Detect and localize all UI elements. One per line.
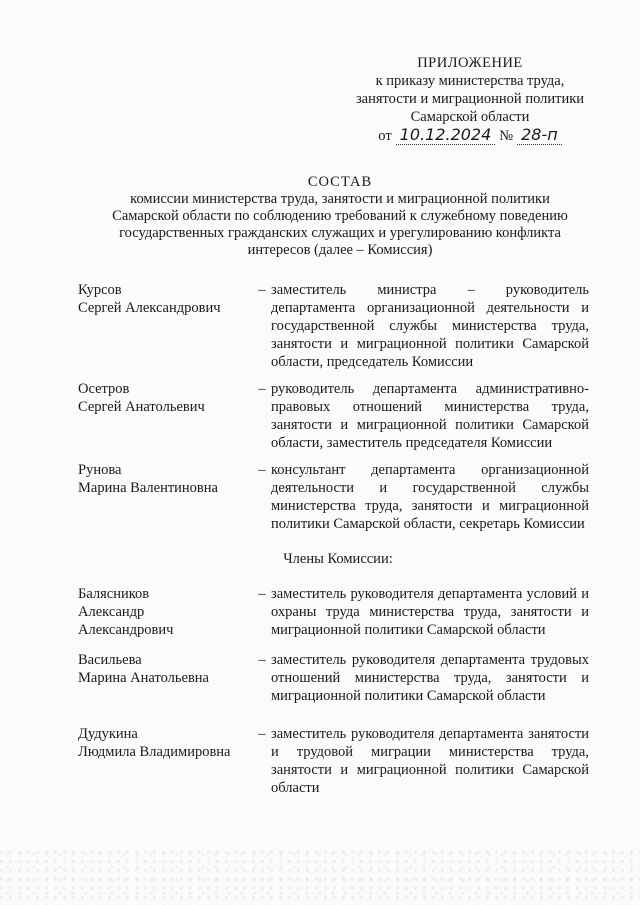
member-role: заместитель руководителя департамента занятости и трудовой миграции министерства труда, занятости и миграционной политики Самарской области bbox=[271, 726, 589, 796]
subtitle-line: государственных гражданских служащих и урегулированию конфликта bbox=[119, 225, 561, 241]
member-role: заместитель руководителя департамента условий и охраны труда министерства труда, занятости и миграционной политики Самарской области bbox=[271, 586, 589, 638]
subtitle-line: интересов (далее – Комиссия) bbox=[247, 242, 433, 258]
member-name bbox=[78, 585, 253, 639]
scan-noise bbox=[0, 845, 640, 905]
dash-separator: – bbox=[258, 586, 266, 602]
member-entry bbox=[78, 380, 598, 452]
member-role: заместитель руководителя департамента трудовых отношений министерства труда, занятости и миграционной политики Самарской области bbox=[271, 652, 589, 704]
appendix-title: ПРИЛОЖЕНИЕ bbox=[417, 55, 523, 71]
member-surname: Васильева bbox=[78, 652, 142, 668]
appendix-line-1: к приказу министерства труда, bbox=[375, 73, 565, 89]
member-role: заместитель министра – руководитель департамента организационной деятельности и государственной службы министерства труда, занятости и миграционной политики Самарской области, председатель Комиссии bbox=[271, 282, 589, 370]
handwritten-date: 10.12.2024 bbox=[396, 126, 496, 145]
member-role: консультант департамента организационной деятельности и государственной службы министерства труда, занятости и миграционной политики Самарской области, секретарь Комиссии bbox=[271, 462, 589, 532]
subtitle-line: Самарской области по соблюдению требований к служебному поведению bbox=[112, 208, 568, 224]
dash-separator: – bbox=[258, 381, 266, 397]
member-surname: Дудукина bbox=[78, 726, 138, 742]
member-name bbox=[78, 380, 253, 452]
dash-separator: – bbox=[258, 652, 266, 668]
member-given-name: Марина Анатольевна bbox=[78, 670, 209, 686]
appendix-line-2: занятости и миграционной политики bbox=[355, 91, 585, 107]
member-entry bbox=[78, 281, 598, 371]
member-role: руководитель департамента административно-правовых отношений министерства труда, занятости и миграционной политики Самарской области, заместитель председателя Комиссии bbox=[271, 381, 589, 451]
member-entry bbox=[78, 651, 598, 705]
dash-separator: – bbox=[258, 282, 266, 298]
member-entry bbox=[78, 585, 598, 639]
member-surname: Рунова bbox=[78, 462, 122, 478]
member-entry bbox=[78, 725, 598, 797]
handwritten-number: 28-п bbox=[517, 126, 562, 145]
subtitle-line: комиссии министерства труда, занятости и миграционной политики bbox=[130, 191, 550, 207]
appendix-line-3: Самарской области bbox=[410, 109, 530, 125]
member-name bbox=[78, 651, 253, 705]
members-section-title: Члены Комиссии: bbox=[283, 551, 393, 567]
member-name bbox=[78, 725, 253, 797]
member-given-name: Людмила Владимировна bbox=[78, 744, 231, 760]
member-name bbox=[78, 461, 253, 533]
date-prefix: от bbox=[378, 128, 392, 144]
appendix-block bbox=[350, 54, 590, 145]
member-given-name: Марина Валентиновна bbox=[78, 480, 218, 496]
member-given-name: Сергей Александрович bbox=[78, 300, 221, 316]
member-given-name: Сергей Анатольевич bbox=[78, 399, 205, 415]
member-surname: Курсов bbox=[78, 282, 122, 298]
member-name bbox=[78, 281, 253, 371]
appendix-date-line bbox=[350, 126, 590, 145]
document-subtitle bbox=[60, 191, 620, 259]
member-patronymic: Александрович bbox=[78, 622, 174, 638]
document-title: СОСТАВ bbox=[307, 174, 373, 190]
number-prefix: № bbox=[499, 128, 514, 144]
member-given-name: Александр bbox=[78, 604, 145, 620]
member-entry bbox=[78, 461, 598, 533]
member-surname: Осетров bbox=[78, 381, 130, 397]
dash-separator: – bbox=[258, 726, 266, 742]
member-surname: Балясников bbox=[78, 586, 150, 602]
dash-separator: – bbox=[258, 462, 266, 478]
